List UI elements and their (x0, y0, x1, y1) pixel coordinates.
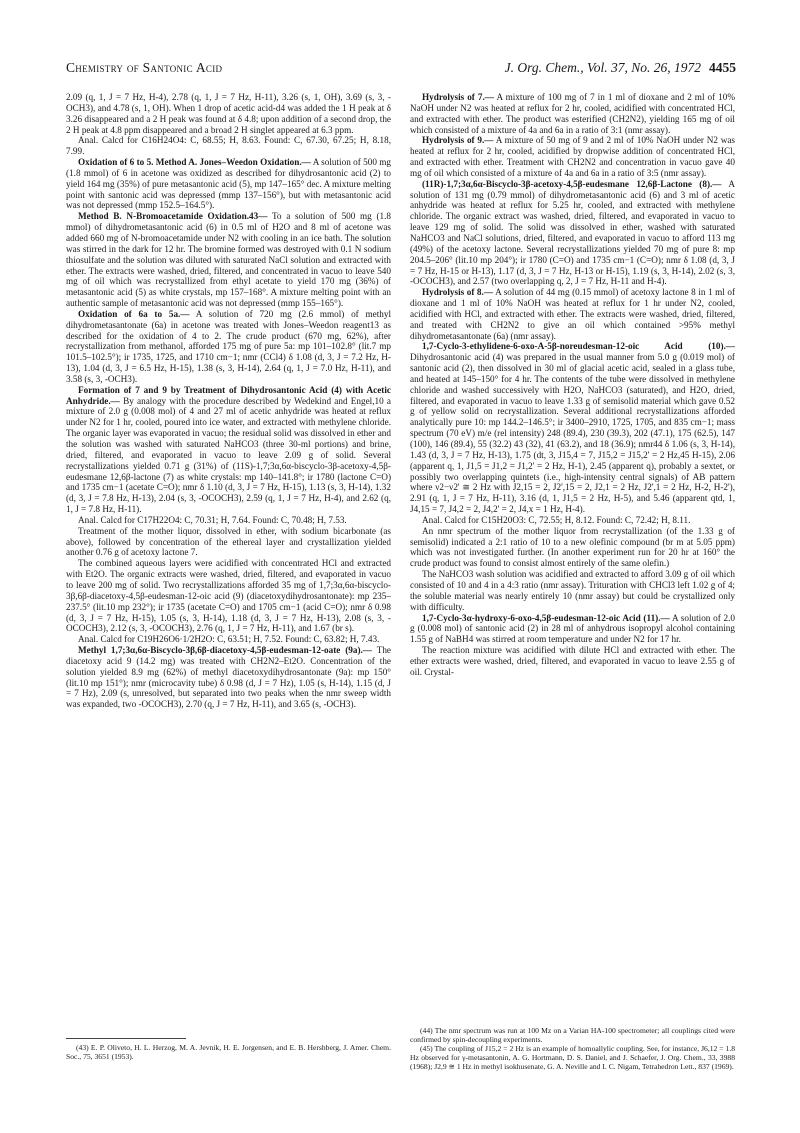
paragraph-heading: 1,7-Cyclo-3α-hydroxy-6-oxo-4,5β-eudesman-12-oic Acid (11).— (422, 612, 670, 623)
paragraph-text: Anal. Calcd for C16H24O4: C, 68.55; H, 8.63. Found: C, 67.30, 67.25; H, 8.18, 7.99. (66, 135, 391, 157)
paragraph-heading: Method B. N-Bromoacetamide Oxidation.43— (78, 211, 268, 222)
page-number: 4455 (709, 60, 736, 75)
paragraph (66, 645, 391, 710)
paragraph (66, 526, 391, 559)
paragraph-heading: Hydrolysis of 7.— (422, 92, 494, 102)
paragraph-text: 2.09 (q, 1, J = 7 Hz, H-4), 2.78 (q, 1, J = 7 Hz, H-11), 3.26 (s, 1, OH), 3.69 (s, 3, -OCH3), and 4.78 (s, 1, OH). When 1 drop of acetic acid-d4 was added the 1 H peak at δ 3.26 disappeared and a 2 H peak was found at δ 4.8; upon addition of a second drop, the 2 H peak at 4.8 ppm disappeared and a broad 2 H singlet appeared at 6.3 ppm. (66, 92, 391, 135)
paragraph-text: The combined aqueous layers were acidified with concentrated HCl and extracted with Et2O. The organic extracts were washed, dried, filtered, and evaporated in vacuo to leave 200 mg of solid. Two recrystallizations afforded 35 mg of 1,7;3α,6α-biscyclo-3β,6β-diacetoxy-4,5β-eudesman-12-oic acid (9) (diacetoxydihydrosantonate): mp 235–237.5° (lit.10 mp 232°); ir 1735 (acetate C=O) and 1705 cm−1 (acid C=O); nmr δ 0.98 (d, 3, J = 7 Hz, H-15), 1.05 (s, 3, H-14), 1.18 (d, 3, J = 7 Hz, H-13), 2.08 (s, 3, -OCOCH3), 2.12 (s, 3, -OCOCH3), 2.76 (q, 1, J = 7 Hz, H-11), and 1.67 (br s). (66, 558, 391, 634)
paragraph-text: Anal. Calcd for C19H26O6·1/2H2O: C, 63.51; H, 7.52. Found: C, 63.82; H, 7.43. (78, 634, 380, 645)
paragraph (410, 179, 735, 287)
paragraph (66, 157, 391, 211)
paragraph-heading: Hydrolysis of 9.— (422, 135, 494, 146)
paragraph (410, 613, 735, 646)
paragraph-heading: Oxidation of 6a to 5a.— (78, 308, 190, 319)
paragraph (410, 645, 735, 678)
paragraph-text: A solution of 131 mg (0.79 mmol) of dihydrometasantonic acid (6) and 3 ml of acetic anhydride was heated at reflux for 5.25 hr, cooled, and extracted with methylene chloride. The organic extract was washed, dried, filtered, and evaporated in vacuo to leave 129 mg of solid. The solid was dissolved in ether, washed with saturated NaHCO3 and NaCl solutions, dried, filtered, and evaporated in vacuo to afford 113 mg (49%) of the acetoxy lactone. Several recrystallizations yielded 70 mg of pure 8: mp 204.5–206° (lit.10 mp 204°); ir 1780 (C=O) and 1735 cm−1 (C=O); nmr δ 1.08 (d, 3, J = 7 Hz, H-15 or H-13), 1.17 (d, 3, J = 7 Hz, H-13 or H-15), 1.19 (s, 3, H-14), 2.02 (s, 3, -OCOCH3), and 2.57 (two overlapping q, 2, J = 7 Hz, H-11 and H-4). (410, 178, 735, 287)
paragraph-text: The diacetoxy acid 9 (14.2 mg) was treated with CH2N2–Et2O. Concentration of the solution yielded 8.9 mg (62%) of methyl diacetoxydihydrosantonate (9a): mp 150° (lit.10 mp 151°); nmr (microcavity tube) δ 0.98 (d, J = 7 Hz), 1.05 (s, H-14), 1.15 (d, J = 7 Hz), 2.09 (s, unresolved, but separated into two peaks when the nmr sweep width was expanded, two -OCOCH3), 2.70 (q, J = 7 Hz, H-11), and 3.65 (s, -OCH3). (66, 645, 391, 710)
paragraph-text: A solution of 720 mg (2.6 mmol) of methyl dihydrometasantonate (6a) in acetone was treated with Jones–Weedon reagent13 as described for the oxidation of 4 to 2. The crude product (670 mg, 62%), after recrystallization from methanol, afforded 175 mg of pure 5a: mp 101–102.8° (lit.7 mp 101.5–102.5°); ir 1735, 1725, and 1710 cm−1; nmr (CCl4) δ 1.08 (d, 3, J = 7.2 Hz, H-13), 1.04 (d, 3, J = 6.5 Hz, H-15), 1.38 (s, 3, H-14), 2.64 (q, 1, J = 7.0 Hz, H-11), and 3.58 (s, 3, -OCH3). (66, 308, 392, 384)
paragraph (66, 309, 391, 385)
paragraph (66, 385, 391, 515)
footnotes-right (410, 1026, 735, 1071)
paragraph-text: A solution of 2.0 g (0.008 mol) of santonic acid (2) in 28 ml of anhydrous isopropyl alcohol containing 1.55 g of NaBH4 was stirred at room temperature and under N2 for 17 hr. (410, 612, 735, 645)
paragraph (66, 135, 391, 157)
journal-name: J. Org. Chem., Vol. 37, No. 26, 1972 (504, 60, 701, 75)
paragraph (66, 634, 391, 645)
paragraph-text: Anal. Calcd for C17H22O4: C, 70.31; H, 7.64. Found: C, 70.48; H, 7.53. (78, 514, 347, 525)
footnotes-left (66, 1030, 391, 1061)
paragraph-heading: Hydrolysis of 8.— (422, 287, 494, 298)
paragraph (410, 569, 735, 612)
journal-citation (505, 60, 736, 76)
paragraph-heading: Methyl 1,7;3α,6α-Biscyclo-3β,6β-diacetoxy-4,5β-eudesman-12-oate (9a).— (78, 645, 372, 656)
paragraph-heading: Oxidation of 6 to 5. Method A. Jones–Weedon Oxidation.— (78, 157, 311, 168)
footnote: (45) The coupling of J15,2 = 2 Hz is an example of homoallylic coupling. See, for instance, J6,12 = 1.8 Hz observed for γ-metasantonin, A. G. Hortmann, D. S. Daniel, and J. Schaefer, J. Org. Chem., 33, 3988 (1968); J2,9 ≅ 1 Hz in methyl isokhusenate, G. A. Neville and I. C. Nigam, Tetrahedron Lett., 837 (1969). (410, 1044, 735, 1072)
right-column (410, 92, 735, 678)
paragraph (410, 287, 735, 341)
paragraph (66, 92, 391, 135)
paragraph-text: To a solution of 500 mg (1.8 mmol) of dihydrometasantonic acid (6) in 0.5 ml of H2O and 8 ml of acetone was added 660 mg of N-bromoacetamide under N2 with cooling in an ice bath. The solution was stirred in the dark for 12 hr. The bromine formed was destroyed with 0.1 N sodium thiosulfate and the solution was diluted with saturated NaCl solution and extracted with ether. The extracts were washed, dried, filtered, and concentrated in vacuo to leave 540 mg of oil which was recrystallized from ethyl acetate to yield 170 mg (36%) of metasantonic acid (5) as white crystals, mp 157–168°. A mixture melting point with an authentic sample of metasantonic acid was not depressed (mmp 155–165°). (66, 211, 391, 309)
paragraph (410, 515, 735, 526)
paragraph-text: The reaction mixture was acidified with dilute HCl and extracted with ether. The ether extracts were washed, dried, filtered, and evaporated in vacuo to leave 2.55 g of oil. Crystal- (410, 645, 735, 677)
paragraph (410, 92, 735, 135)
paragraph (66, 558, 391, 634)
paragraph-heading: (11R)-1,7;3α,6α-Biscyclo-3β-acetoxy-4,5β-eudesmane 12,6β-Lactone (8).— (422, 178, 722, 189)
paragraph-text: By analogy with the procedure described by Wedekind and Engel,10 a mixture of 2.0 g (0.008 mol) of 4 and 27 ml of acetic anhydride was heated at reflux under N2 for 1 hr, cooled, poured into ice water, and extracted with methylene chloride. The organic layer was evaporated in vacuo; the residual solid was dissolved in ether and the solution was washed with saturated NaHCO3 (three 30-ml portions) and brine, dried, filtered, and evaporated in vacuo to leave 2.09 g of solid. Several recrystallizations yielded 0.71 g (31%) of (11S)-1,7;3α,6α-biscyclo-3β-acetoxy-4,5β-eudesmane 12,6β-lactone (7) as white crystals: mp 140–141.8°; ir 1780 (lactone C=O) and 1735 cm−1 (acetate C=O); nmr δ 1.10 (d, 3, J = 7 Hz, H-15), 1.13 (s, 3, H-14), 1.32 (d, 3, J = 7.8 Hz, H-13), 2.04 (s, 3, -OCOCH3), 2.59 (q, 1, J = 7 Hz, H-4), and 2.62 (q, 1, J = 7.8 Hz, H-11). (66, 395, 392, 515)
paragraph (66, 515, 391, 526)
paragraph-text: Treatment of the mother liquor, dissolved in ether, with sodium bicarbonate (as above), followed by concentration of the ethereal layer and crystallization yielded another 0.76 g of acetoxy lactone 7. (66, 525, 391, 558)
running-header (66, 60, 736, 78)
footnote: (44) The nmr spectrum was run at 100 Mz on a Varian HA-100 spectrometer; all couplings cited were confirmed by spin-decoupling experiments. (410, 1026, 735, 1045)
paragraph-text: A solution of 500 mg (1.8 mmol) of 6 in acetone was oxidized as described for dihydrosantonic acid (2) to yield 164 mg (35%) of pure metasantonic acid (5), mp 147–165° dec. A mixture melting point with santonic acid was depressed (mmp 137–156°), but with metasantonic acid was not depressed (mmp 152.5–164.5°). (66, 157, 391, 211)
running-title: Chemistry of Santonic Acid (66, 60, 223, 75)
paragraph-text: An nmr spectrum of the mother liquor from recrystallization (of the 1.33 g of semisolid) indicated a 2:1 ratio of 10 to a new olefinic compound (br m at 5.05 ppm) which was not investigated further. (In another experiment run for 20 hr at 160° the crude product was found to consist almost entirely of the same olefin.) (410, 525, 735, 569)
footnote-rule (66, 1038, 186, 1039)
paragraph-text: A solution of 44 mg (0.15 mmol) of acetoxy lactone 8 in 1 ml of dioxane and 1 ml of 10% NaOH was heated at reflux for 1 hr under N2, cooled, acidified with HCl, and extracted with ether. The extracts were washed, dried, filtered, and treated with CH2N2 to give an oil which contained >95% methyl dihydrometasantonate (6a) (nmr assay). (410, 287, 736, 341)
paragraph (410, 135, 735, 178)
paragraph (66, 211, 391, 309)
paragraph-text: The NaHCO3 wash solution was acidified and extracted to afford 3.09 g of oil which consisted of 10 and 4 in a 4:3 ratio (nmr assay). Trituration with CHCl3 left 1.02 g of 4; the soluble material was nearly entirely 10 (nmr assay) but could be crystallized only with difficulty. (410, 569, 735, 612)
paragraph-text: Dihydrosantonic acid (4) was prepared in the usual manner from 5.0 g (0.019 mol) of santonic acid (2), then dissolved in 30 ml of glacial acetic acid, sealed in a glass tube, and heated at 145–150° for 4 hr. The contents of the tube were dissolved in methylene chloride and washed successively with H2O, NaHCO3 (saturated), and H2O, dried, filtered, and evaporated in vacuo to leave 1.33 g of semisolid material which gave 0.52 g of yellow solid on recrystallization. Several additional recrystallizations afforded analytically pure 10: mp 144.2–146.5°; ir 3400–2910, 1725, 1705, and 835 cm−1; mass spectrum (70 eV) m/e (rel intensity) 248 (89.4), 230 (39.3), 202 (47.1), 175 (62.5), 147 (100), 146 (89.4), 55 (32.2) 43 (32), 41 (63.2), and 18 (36.9); nmr44 δ 1.06 (s, 3, H-14), 1.43 (d, 3, J = 7 Hz, H-13), 1.75 (dt, 3, J15,4 = 7, J15,2 = J15,2' = 2 Hz,45 H-15), 2.06 (apparent q, 1, J1,5 = J1,2 = J1,2' = 2 Hz, H-1), 2.45 (apparent q), probably a sextet, or possibly two overlapping quintets (i.e., high-intensity central signals) of AB pattern where ν2−ν2' ≅ 2 Hz with J2,15 = 2, J2',15 = 2, J2,1 = 2 Hz, J2',1 = 2 Hz, H-2, H-2'), 2.91 (q, 1, J = 7 Hz, H-11), 3.16 (d, 1, J1,5 = 2 Hz, H-5), and 5.46 (apparent qtd, 1, J4,15 = 7, J4,2 = 2, J4,2' = 2, J4,x = 1 Hz, H-4). (410, 352, 735, 515)
paragraph-heading: Formation of 7 and 9 by Treatment of Dihydrosantonic Acid (4) with Acetic Anhydride.— (66, 384, 391, 406)
paragraph-text: A mixture of 50 mg of 9 and 2 ml of 10% NaOH under N2 was heated at reflux for 2 hr, cooled, acidified by dropwise addition of concentrated HCl, and extracted with ether. Treatment with CH2N2 and concentration in vacuo gave 40 mg of oil which consisted of a mixture of 4a and 6a in a ratio of 3:5 (nmr assay). (410, 135, 735, 178)
paragraph-heading: 1,7-Cyclo-3-ethylidene-6-oxo-A-5β-noreudesman-12-oic Acid (10).— (422, 341, 735, 352)
left-column (66, 92, 391, 710)
footnote: (43) E. P. Oliveto, H. L. Herzog, M. A. Jevnik, H. E. Jorgensen, and E. B. Hershberg, J. Amer. Chem. Soc., 75, 3651 (1953). (66, 1043, 391, 1062)
paragraph (410, 526, 735, 569)
paragraph (410, 341, 735, 515)
paragraph-text: A mixture of 100 mg of 7 in 1 ml of dioxane and 2 ml of 10% NaOH under N2 was heated at reflux for 2 hr, cooled, acidified with concentrated HCl, and extracted with ether. The product was esterified (CH2N2), yielding 165 mg of oil which consisted of a mixture of 4a and 6a in a ratio of 3:1 (nmr assay). (410, 92, 736, 135)
paragraph-text: Anal. Calcd for C15H20O3: C, 72.55; H, 8.12. Found: C, 72.42; H, 8.11. (422, 514, 691, 525)
